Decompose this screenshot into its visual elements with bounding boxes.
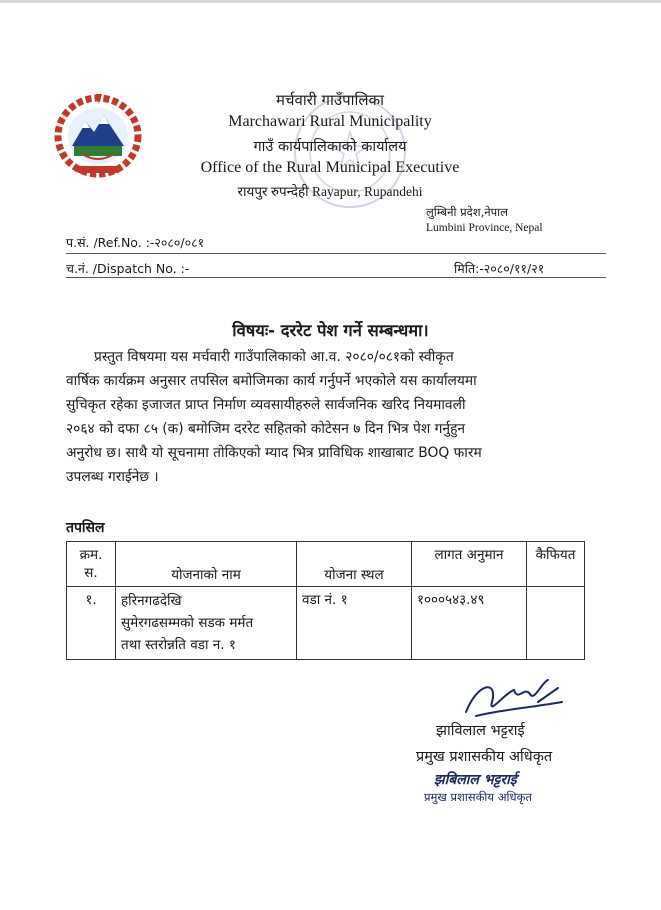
project-name-line: तथा स्तरोन्नति वडा न. १ <box>121 637 236 653</box>
nepal-emblem-logo <box>52 92 144 178</box>
body-line-6: उपलब्ध गराईनेछ । <box>66 469 159 485</box>
dispatch-number: च.नं. /Dispatch No. :- <box>66 261 190 276</box>
province-en: Lumbini Province, Nepal <box>426 222 543 234</box>
header-office-en: Office of the Rural Municipal Executive <box>200 159 460 176</box>
table-title: तपसिल <box>66 520 105 536</box>
signatory-title: प्रमुख प्रशासकीय अधिकृत <box>416 749 553 765</box>
header-municipality-np: मर्चवारी गाउँपालिका <box>276 91 384 109</box>
header-project-location: योजना स्थल <box>297 542 412 587</box>
project-name-line: सुमेरगढसम्मको सडक मर्मत <box>121 615 254 631</box>
header-office-np: गाउँ कार्यपालिकाको कार्यालय <box>253 139 407 155</box>
stamp-title: प्रमुख प्रशासकीय अधिकृत <box>424 790 532 804</box>
divider-line <box>66 253 606 254</box>
details-table <box>66 541 585 660</box>
header-remarks: कैफियत <box>527 542 585 587</box>
cell-remarks <box>527 587 585 660</box>
body-line-4: २०६४ को दफा ८५ (क) बमोजिम दररेट सहितको कोटेसन ७ दिन भित्र पेश गर्नुहुन <box>66 421 466 437</box>
divider-line <box>66 277 606 278</box>
table-header-row <box>67 542 585 587</box>
body-line-2: वार्षिक कार्यक्रम अनुसार तपसिल बमोजिमका कार्य गर्नुपर्ने भएकोले यस कार्यालयमा <box>66 373 477 389</box>
header-cost-estimate: लागत अनुमान <box>412 542 527 587</box>
header-municipality-en: Marchawari Rural Municipality <box>228 113 432 130</box>
header-project-name: योजनाको नाम <box>116 542 297 587</box>
body-line-1: प्रस्तुत विषयमा यस मर्चवारी गाउँपालिकाको आ.व. २०८०/०८१को स्वीकृत <box>94 349 454 365</box>
cell-project-name <box>116 587 297 660</box>
letter-subject: विषयः- दररेट पेश गर्ने सम्बन्धमा। <box>232 321 429 340</box>
page-top-edge <box>0 0 661 3</box>
cell-project-location: वडा नं. १ <box>297 587 412 660</box>
handwritten-signature <box>458 672 568 722</box>
province-np: लुम्बिनी प्रदेश,नेपाल <box>426 205 508 219</box>
project-name-line: हरिनगढदेखि <box>121 593 182 609</box>
header-address: रायपुर रुपन्देही Rayapur, Rupandehi <box>237 184 423 199</box>
cell-cost-estimate: १०००५४३.४९ <box>412 587 527 660</box>
body-line-5: अनुरोध छ। साथै यो सूचनामा तोकिएको म्याद भित्र प्राविधिक शाखाबाट BOQ फारम <box>66 445 482 461</box>
table-row <box>67 587 585 660</box>
letter-date: मिति:-२०८०/११/२१ <box>454 261 545 276</box>
header-serial: क्रम. स. <box>67 542 116 587</box>
stamp-name: झबिलाल भट्टराई <box>434 772 517 788</box>
signatory-name: झाविलाल भट्टराई <box>436 723 525 739</box>
ref-number: प.सं. /Ref.No. :-२०८०/०८१ <box>66 235 205 250</box>
body-line-3: सुचिकृत रहेका इजाजत प्राप्त निर्माण व्यवसायीहरुले सार्वजनिक खरिद नियमावली <box>66 397 466 413</box>
cell-serial: १. <box>67 587 116 660</box>
